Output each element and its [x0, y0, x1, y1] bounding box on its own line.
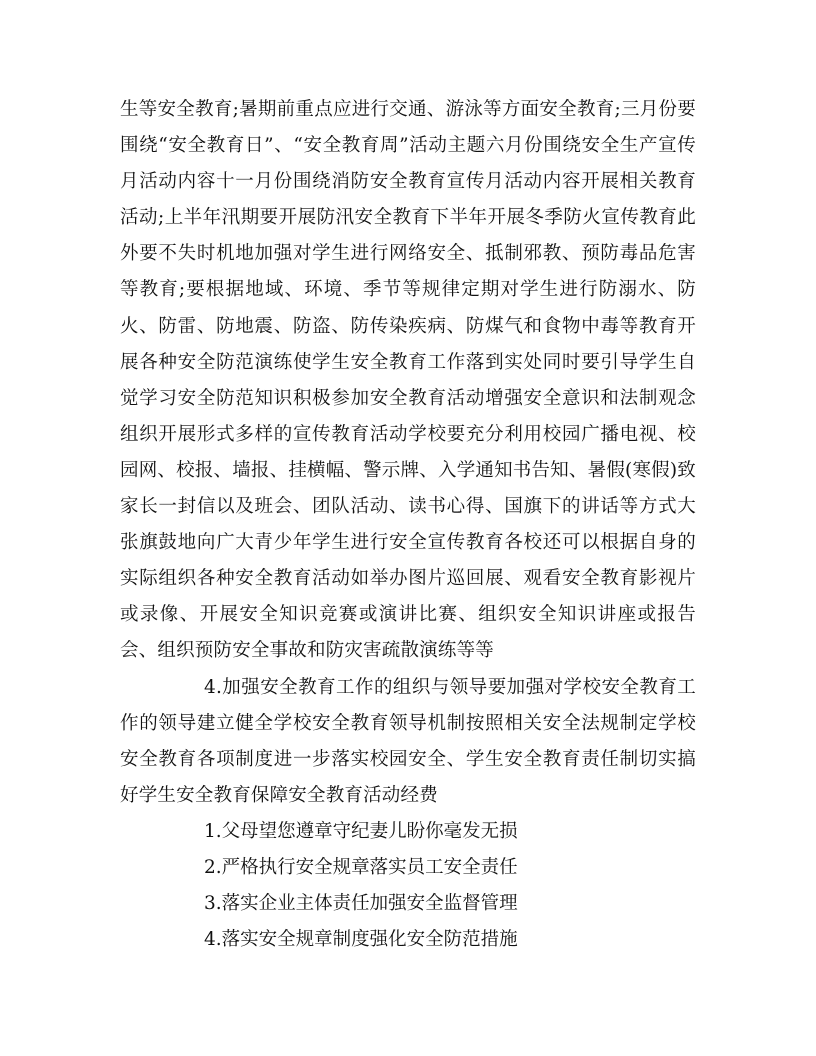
slogan-item: 1.父母望您遵章守纪妻儿盼你毫发无损 [204, 820, 518, 842]
slogan-item: 2.严格执行安全规章落实员工安全责任 [204, 856, 518, 878]
slogan-list [120, 814, 696, 958]
document-body [120, 92, 696, 958]
paragraph-safety-education-activities: 生等安全教育;暑期前重点应进行交通、游泳等方面安全教育;三月份要围绕“安全教育日”、“安全教育周”活动主题六月份围绕安全生产宣传月活动内容十一月份围绕消防安全教育宣传月活动内容开展相关教育活动;上半年汛期要开展防汛安全教育下半年开展冬季防火宣传教育此外要不失时机地加强对学生进行网络安全、抵制邪教、预防毒品危害等教育;要根据地域、环境、季节等规律定期对学生进行防溺水、防火、防雷、防地震、防盗、防传染疾病、防煤气和食物中毒等教育开展各种安全防范演练使学生安全教育工作落到实处同时要引导学生自觉学习安全防范知识积极参加安全教育活动增强安全意识和法制观念组织开展形式多样的宣传教育活动学校要充分利用校园广播电视、校园网、校报、墙报、挂横幅、警示牌、入学通知书告知、暑假(寒假)致家长一封信以及班会、团队活动、读书心得、国旗下的讲话等方式大张旗鼓地向广大青少年学生进行安全宣传教育各校还可以根据自身的实际组织各种安全教育活动如举办图片巡回展、观看安全教育影视片或录像、开展安全知识竞赛或演讲比赛、组织安全知识讲座或报告会、组织预防安全事故和防灾害疏散演练等等 [120, 99, 696, 662]
slogan-item: 3.落实企业主体责任加强安全监督管理 [204, 893, 518, 915]
slogan-item: 4.落实安全规章制度强化安全防范措施 [204, 929, 518, 951]
paragraph-organization-leadership: 4.加强安全教育工作的组织与领导要加强对学校安全教育工作的领导建立健全学校安全教育领导机制按照相关安全法规制定学校安全教育各项制度进一步落实校园安全、学生安全教育责任制切实搞好学生安全教育保障安全教育活动经费 [120, 676, 696, 806]
